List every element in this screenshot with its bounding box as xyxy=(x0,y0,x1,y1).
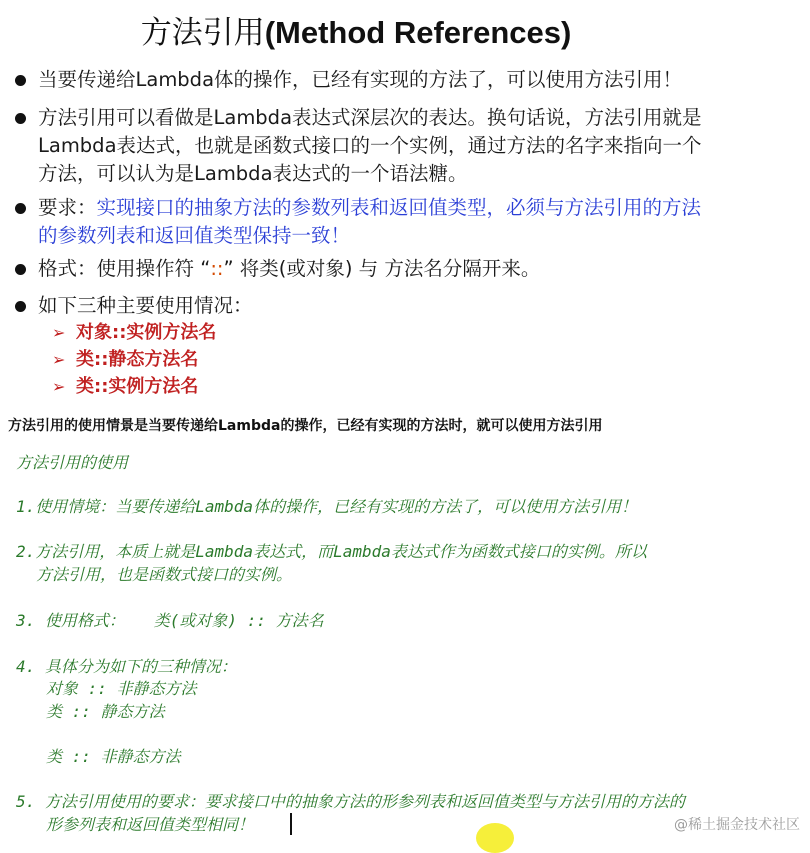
text-cursor xyxy=(290,813,292,835)
bullet-dot-icon xyxy=(15,301,26,312)
arrow-right-icon: ➢ xyxy=(52,377,66,396)
notes-item-4: 4. 具体分为如下的三种情况： xyxy=(16,657,237,676)
cursor-highlight xyxy=(476,823,514,853)
operator-symbol: :: xyxy=(210,257,224,280)
requirement-text: 实现接口的抽象方法的参数列表和返回值类型，必须与方法引用的方法的参数列表和返回值类型保持一致！ xyxy=(38,196,702,247)
notes-item-2-line-2: 方法引用，也是函数式接口的实例。 xyxy=(36,565,293,584)
slide-title-en: (Method References) xyxy=(264,15,572,50)
usage-subitem-text: 类::实例方法名 xyxy=(76,376,199,397)
usage-subitem xyxy=(52,347,198,373)
usage-caption: 方法引用的使用情景是当要传递给Lambda的操作，已经有实现的方法时，就可以使用方法引用 xyxy=(8,418,603,434)
usage-subitem xyxy=(52,320,216,346)
bullet-text xyxy=(38,194,713,250)
bullet-text xyxy=(38,255,710,283)
bullet-dot-icon xyxy=(15,113,26,124)
slide-title-cn: 方法引用 xyxy=(140,15,265,51)
requirement-label: 要求： xyxy=(38,196,97,219)
bullet-dot-icon xyxy=(15,203,26,214)
slide-title xyxy=(0,10,712,56)
format-suffix: ” 将类(或对象) 与 方法名分隔开来。 xyxy=(223,257,541,280)
watermark: @稀土掘金技术社区 xyxy=(674,817,800,833)
notes-item-5-line-1: 5. 方法引用使用的要求：要求接口中的抽象方法的形参列表和返回值类型与方法引用的方法的 xyxy=(16,792,685,811)
notes-item-5-line-2: 形参列表和返回值类型相同！ xyxy=(46,815,255,834)
usage-subitem xyxy=(52,374,198,400)
lecture-slide xyxy=(0,0,712,402)
notes-item-4-case-c: 类 :: 非静态方法 xyxy=(46,747,181,766)
notes-item-1: 1.使用情境：当要传递给Lambda体的操作，已经有实现的方法了，可以使用方法引用！ xyxy=(16,497,638,516)
code-notes xyxy=(0,446,810,839)
notes-item-3: 3. 使用格式： 类(或对象) :: 方法名 xyxy=(16,611,324,630)
bullet-text: 方法引用可以看做是Lambda表达式深层次的表达。换句话说，方法引用就是Lambda表达式，也就是函数式接口的一个实例，通过方法的名字来指向一个方法，可以认为是Lambda表达式的一个语法糖。 xyxy=(38,106,702,185)
arrow-right-icon: ➢ xyxy=(52,323,66,342)
notes-item-4-case-a: 对象 :: 非静态方法 xyxy=(46,679,197,698)
bullet-text: 如下三种主要使用情况： xyxy=(38,294,253,317)
bullet-dot-icon xyxy=(15,264,26,275)
bullet-dot-icon xyxy=(15,75,26,86)
bullet-text: 当要传递给Lambda体的操作，已经有实现的方法了，可以使用方法引用！ xyxy=(38,68,683,91)
usage-subitem-text: 对象::实例方法名 xyxy=(76,322,217,343)
notes-heading: 方法引用的使用 xyxy=(16,453,129,472)
notes-item-4-case-b: 类 :: 静态方法 xyxy=(46,702,165,721)
usage-subitem-text: 类::静态方法名 xyxy=(76,349,199,370)
arrow-right-icon: ➢ xyxy=(52,350,66,369)
notes-item-2-line-1: 2.方法引用，本质上就是Lambda表达式，而Lambda表达式作为函数式接口的实例。所以 xyxy=(16,542,647,561)
format-prefix: 格式：使用操作符 “ xyxy=(38,257,211,280)
